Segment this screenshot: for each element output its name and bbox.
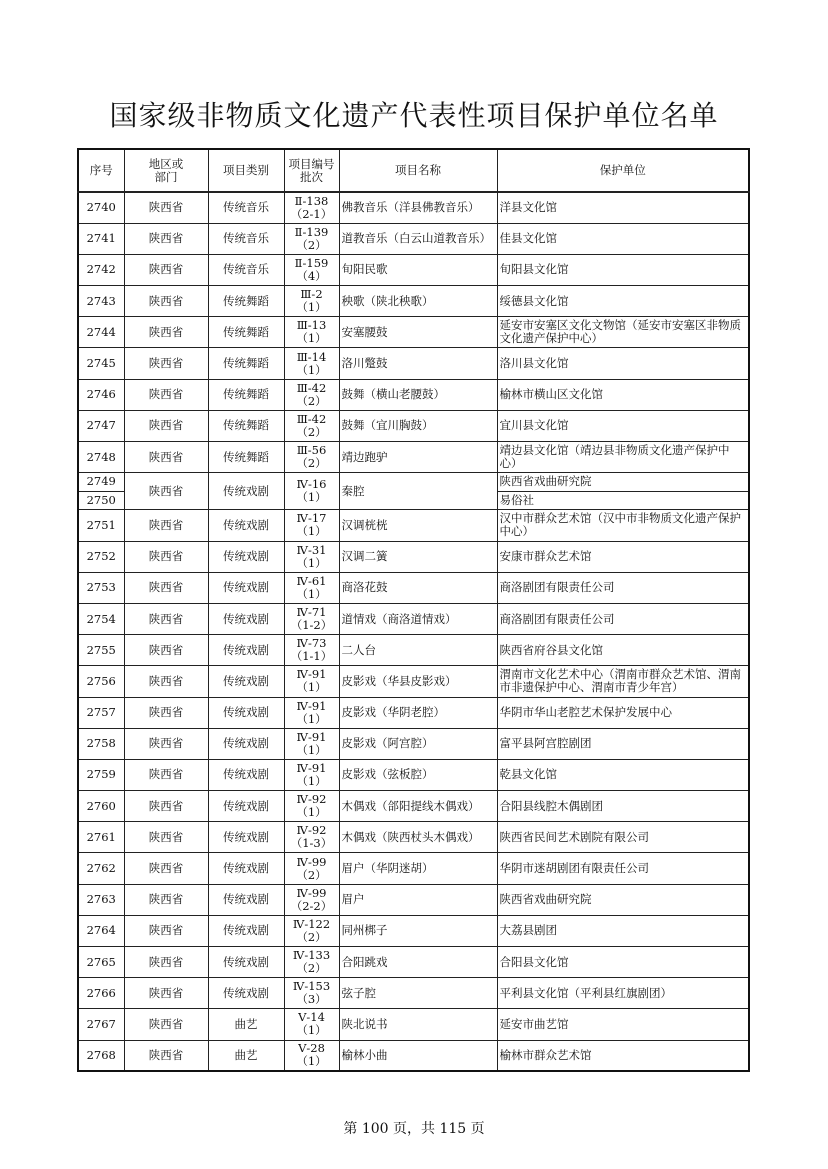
row-unit: 陕西省府谷县文化馆 xyxy=(497,635,749,666)
row-unit: 宜川县文化馆 xyxy=(497,410,749,441)
row-no: 2744 xyxy=(78,317,124,348)
row-project-name: 道教音乐（白云山道教音乐） xyxy=(339,223,497,254)
row-region: 陕西省 xyxy=(124,791,208,822)
row-code: Ⅳ-71 （1-2） xyxy=(284,603,339,634)
row-code: Ⅱ-159 （4） xyxy=(284,254,339,285)
row-region: 陕西省 xyxy=(124,317,208,348)
table-row xyxy=(78,853,749,884)
row-code: Ⅳ-153 （3） xyxy=(284,978,339,1009)
row-no: 2748 xyxy=(78,442,124,473)
row-project-name: 旬阳民歌 xyxy=(339,254,497,285)
row-region: 陕西省 xyxy=(124,1009,208,1040)
row-code: Ⅳ-91 （1） xyxy=(284,759,339,790)
row-category: 曲艺 xyxy=(208,1009,284,1040)
header-category: 项目类别 xyxy=(208,149,284,192)
table-row xyxy=(78,603,749,634)
row-no: 2760 xyxy=(78,791,124,822)
row-region: 陕西省 xyxy=(124,473,208,510)
header-region: 地区或 部门 xyxy=(124,149,208,192)
row-code: Ⅳ-133 （2） xyxy=(284,947,339,978)
row-code: Ⅳ-92 （1） xyxy=(284,791,339,822)
row-project-name: 皮影戏（弦板腔） xyxy=(339,759,497,790)
row-region: 陕西省 xyxy=(124,572,208,603)
row-category: 传统戏剧 xyxy=(208,541,284,572)
row-region: 陕西省 xyxy=(124,348,208,379)
row-unit: 平利县文化馆（平利县红旗剧团） xyxy=(497,978,749,1009)
row-region: 陕西省 xyxy=(124,697,208,728)
row-code: Ⅴ-28 （1） xyxy=(284,1040,339,1071)
table-row xyxy=(78,254,749,285)
table-row xyxy=(78,348,749,379)
row-category: 传统戏剧 xyxy=(208,759,284,790)
row-project-name: 皮影戏（华县皮影戏） xyxy=(339,666,497,697)
table-row xyxy=(78,192,749,223)
row-category: 传统戏剧 xyxy=(208,603,284,634)
row-category: 传统戏剧 xyxy=(208,728,284,759)
row-category: 传统戏剧 xyxy=(208,697,284,728)
row-no: 2762 xyxy=(78,853,124,884)
row-region: 陕西省 xyxy=(124,947,208,978)
row-project-name: 秦腔 xyxy=(339,473,497,510)
row-unit: 洛川县文化馆 xyxy=(497,348,749,379)
table-row xyxy=(78,442,749,473)
row-unit: 易俗社 xyxy=(497,491,749,510)
table-row xyxy=(78,635,749,666)
row-project-name: 陕北说书 xyxy=(339,1009,497,1040)
row-project-name: 汉调桄桄 xyxy=(339,510,497,541)
page-title: 国家级非物质文化遗产代表性项目保护单位名单 xyxy=(109,99,719,132)
row-region: 陕西省 xyxy=(124,510,208,541)
heritage-table xyxy=(77,148,750,1072)
row-region: 陕西省 xyxy=(124,635,208,666)
row-unit: 延安市安塞区文化文物馆（延安市安塞区非物质文化遗产保护中心） xyxy=(497,317,749,348)
row-no: 2757 xyxy=(78,697,124,728)
header-no: 序号 xyxy=(78,149,124,192)
row-category: 传统舞蹈 xyxy=(208,286,284,317)
row-region: 陕西省 xyxy=(124,915,208,946)
row-no: 2746 xyxy=(78,379,124,410)
row-region: 陕西省 xyxy=(124,603,208,634)
table-row xyxy=(78,223,749,254)
row-unit: 华阴市迷胡剧团有限责任公司 xyxy=(497,853,749,884)
row-no: 2767 xyxy=(78,1009,124,1040)
row-no: 2766 xyxy=(78,978,124,1009)
row-project-name: 合阳跳戏 xyxy=(339,947,497,978)
row-code: Ⅱ-139 （2） xyxy=(284,223,339,254)
row-unit: 靖边县文化馆（靖边县非物质文化遗产保护中心） xyxy=(497,442,749,473)
row-category: 传统音乐 xyxy=(208,192,284,223)
row-project-name: 木偶戏（郃阳提线木偶戏） xyxy=(339,791,497,822)
row-code: Ⅱ-138 （2-1） xyxy=(284,192,339,223)
row-region: 陕西省 xyxy=(124,410,208,441)
row-unit: 绥德县文化馆 xyxy=(497,286,749,317)
row-no: 2747 xyxy=(78,410,124,441)
table-row xyxy=(78,541,749,572)
row-unit: 安康市群众艺术馆 xyxy=(497,541,749,572)
row-project-name: 安塞腰鼓 xyxy=(339,317,497,348)
header-name: 项目名称 xyxy=(339,149,497,192)
table-row xyxy=(78,697,749,728)
row-unit: 榆林市横山区文化馆 xyxy=(497,379,749,410)
row-project-name: 皮影戏（华阴老腔） xyxy=(339,697,497,728)
row-project-name: 同州梆子 xyxy=(339,915,497,946)
row-no: 2745 xyxy=(78,348,124,379)
row-code: Ⅲ-13 （1） xyxy=(284,317,339,348)
table-row xyxy=(78,822,749,853)
row-code: Ⅳ-16 （1） xyxy=(284,473,339,510)
row-unit: 延安市曲艺馆 xyxy=(497,1009,749,1040)
row-no: 2749 xyxy=(78,473,124,492)
table-row xyxy=(78,728,749,759)
header-unit: 保护单位 xyxy=(497,149,749,192)
row-project-name: 榆林小曲 xyxy=(339,1040,497,1071)
row-project-name: 眉户（华阴迷胡） xyxy=(339,853,497,884)
row-code: Ⅳ-99 （2-2） xyxy=(284,884,339,915)
table-row xyxy=(78,915,749,946)
row-project-name: 汉调二簧 xyxy=(339,541,497,572)
row-category: 传统戏剧 xyxy=(208,572,284,603)
row-code: Ⅳ-99 （2） xyxy=(284,853,339,884)
row-region: 陕西省 xyxy=(124,379,208,410)
row-region: 陕西省 xyxy=(124,978,208,1009)
table-header-row xyxy=(78,149,749,192)
row-category: 传统戏剧 xyxy=(208,915,284,946)
row-project-name: 洛川蹩鼓 xyxy=(339,348,497,379)
row-region: 陕西省 xyxy=(124,822,208,853)
row-unit: 旬阳县文化馆 xyxy=(497,254,749,285)
row-unit: 榆林市群众艺术馆 xyxy=(497,1040,749,1071)
row-unit: 商洛剧团有限责任公司 xyxy=(497,572,749,603)
row-category: 传统戏剧 xyxy=(208,635,284,666)
row-project-name: 道情戏（商洛道情戏） xyxy=(339,603,497,634)
row-region: 陕西省 xyxy=(124,442,208,473)
row-category: 传统戏剧 xyxy=(208,947,284,978)
table-row xyxy=(78,1009,749,1040)
row-code: Ⅳ-73 （1-1） xyxy=(284,635,339,666)
row-project-name: 商洛花鼓 xyxy=(339,572,497,603)
row-project-name: 鼓舞（宜川胸鼓） xyxy=(339,410,497,441)
row-code: Ⅴ-14 （1） xyxy=(284,1009,339,1040)
row-project-name: 靖边跑驴 xyxy=(339,442,497,473)
row-no: 2756 xyxy=(78,666,124,697)
table-row xyxy=(78,884,749,915)
row-unit: 富平县阿宫腔剧团 xyxy=(497,728,749,759)
row-project-name: 鼓舞（横山老腰鼓） xyxy=(339,379,497,410)
row-category: 传统舞蹈 xyxy=(208,379,284,410)
row-no: 2751 xyxy=(78,510,124,541)
row-region: 陕西省 xyxy=(124,286,208,317)
row-project-name: 秧歌（陕北秧歌） xyxy=(339,286,497,317)
row-region: 陕西省 xyxy=(124,666,208,697)
row-no: 2763 xyxy=(78,884,124,915)
row-category: 传统戏剧 xyxy=(208,666,284,697)
row-no: 2765 xyxy=(78,947,124,978)
row-code: Ⅳ-91 （1） xyxy=(284,697,339,728)
row-project-name: 眉户 xyxy=(339,884,497,915)
row-no: 2752 xyxy=(78,541,124,572)
row-no: 2768 xyxy=(78,1040,124,1071)
table-row xyxy=(78,978,749,1009)
table-row xyxy=(78,473,749,492)
row-code: Ⅲ-56 （2） xyxy=(284,442,339,473)
row-project-name: 弦子腔 xyxy=(339,978,497,1009)
row-project-name: 二人台 xyxy=(339,635,497,666)
row-category: 传统舞蹈 xyxy=(208,348,284,379)
row-code: Ⅲ-2 （1） xyxy=(284,286,339,317)
row-no: 2764 xyxy=(78,915,124,946)
table-row xyxy=(78,572,749,603)
row-no: 2755 xyxy=(78,635,124,666)
row-code: Ⅲ-42 （2） xyxy=(284,410,339,441)
table-row xyxy=(78,379,749,410)
row-unit: 大荔县剧团 xyxy=(497,915,749,946)
row-unit: 渭南市文化艺术中心（渭南市群众艺术馆、渭南市非遗保护中心、渭南市青少年宫） xyxy=(497,666,749,697)
row-category: 传统戏剧 xyxy=(208,791,284,822)
table-row xyxy=(78,947,749,978)
table-row xyxy=(78,791,749,822)
row-unit: 陕西省戏曲研究院 xyxy=(497,473,749,492)
row-region: 陕西省 xyxy=(124,254,208,285)
row-project-name: 佛教音乐（洋县佛教音乐） xyxy=(339,192,497,223)
row-category: 曲艺 xyxy=(208,1040,284,1071)
row-category: 传统戏剧 xyxy=(208,473,284,510)
row-region: 陕西省 xyxy=(124,541,208,572)
row-region: 陕西省 xyxy=(124,192,208,223)
row-no: 2754 xyxy=(78,603,124,634)
row-no: 2758 xyxy=(78,728,124,759)
table-row xyxy=(78,410,749,441)
row-category: 传统舞蹈 xyxy=(208,442,284,473)
row-unit: 陕西省民间艺术剧院有限公司 xyxy=(497,822,749,853)
row-no: 2743 xyxy=(78,286,124,317)
row-category: 传统戏剧 xyxy=(208,853,284,884)
row-category: 传统戏剧 xyxy=(208,884,284,915)
row-code: Ⅳ-91 （1） xyxy=(284,728,339,759)
row-unit: 华阴市华山老腔艺术保护发展中心 xyxy=(497,697,749,728)
row-unit: 洋县文化馆 xyxy=(497,192,749,223)
row-no: 2759 xyxy=(78,759,124,790)
row-no: 2750 xyxy=(78,491,124,510)
row-region: 陕西省 xyxy=(124,884,208,915)
row-region: 陕西省 xyxy=(124,853,208,884)
row-unit: 合阳县线腔木偶剧团 xyxy=(497,791,749,822)
row-project-name: 皮影戏（阿宫腔） xyxy=(339,728,497,759)
row-category: 传统戏剧 xyxy=(208,822,284,853)
row-unit: 汉中市群众艺术馆（汉中市非物质文化遗产保护中心） xyxy=(497,510,749,541)
row-unit: 乾县文化馆 xyxy=(497,759,749,790)
table-row xyxy=(78,510,749,541)
table-row xyxy=(78,1040,749,1071)
row-no: 2741 xyxy=(78,223,124,254)
row-unit: 商洛剧团有限责任公司 xyxy=(497,603,749,634)
row-code: Ⅲ-42 （2） xyxy=(284,379,339,410)
row-no: 2753 xyxy=(78,572,124,603)
row-code: Ⅳ-31 （1） xyxy=(284,541,339,572)
row-no: 2740 xyxy=(78,192,124,223)
row-code: Ⅳ-92 （1-3） xyxy=(284,822,339,853)
table-row xyxy=(78,286,749,317)
row-category: 传统音乐 xyxy=(208,254,284,285)
row-code: Ⅲ-14 （1） xyxy=(284,348,339,379)
row-category: 传统音乐 xyxy=(208,223,284,254)
row-code: Ⅳ-91 （1） xyxy=(284,666,339,697)
table-row xyxy=(78,759,749,790)
row-code: Ⅳ-61 （1） xyxy=(284,572,339,603)
row-region: 陕西省 xyxy=(124,223,208,254)
row-region: 陕西省 xyxy=(124,728,208,759)
row-code: Ⅳ-122 （2） xyxy=(284,915,339,946)
row-no: 2742 xyxy=(78,254,124,285)
table-row xyxy=(78,317,749,348)
row-category: 传统舞蹈 xyxy=(208,317,284,348)
page-footer: 第 100 页，共 115 页 xyxy=(343,1121,485,1137)
row-unit: 佳县文化馆 xyxy=(497,223,749,254)
table-row xyxy=(78,666,749,697)
row-code: Ⅳ-17 （1） xyxy=(284,510,339,541)
row-region: 陕西省 xyxy=(124,1040,208,1071)
row-category: 传统舞蹈 xyxy=(208,410,284,441)
row-category: 传统戏剧 xyxy=(208,510,284,541)
row-no: 2761 xyxy=(78,822,124,853)
header-code: 项目编号 批次 xyxy=(284,149,339,192)
row-region: 陕西省 xyxy=(124,759,208,790)
row-unit: 合阳县文化馆 xyxy=(497,947,749,978)
row-project-name: 木偶戏（陕西杖头木偶戏） xyxy=(339,822,497,853)
row-unit: 陕西省戏曲研究院 xyxy=(497,884,749,915)
row-category: 传统戏剧 xyxy=(208,978,284,1009)
